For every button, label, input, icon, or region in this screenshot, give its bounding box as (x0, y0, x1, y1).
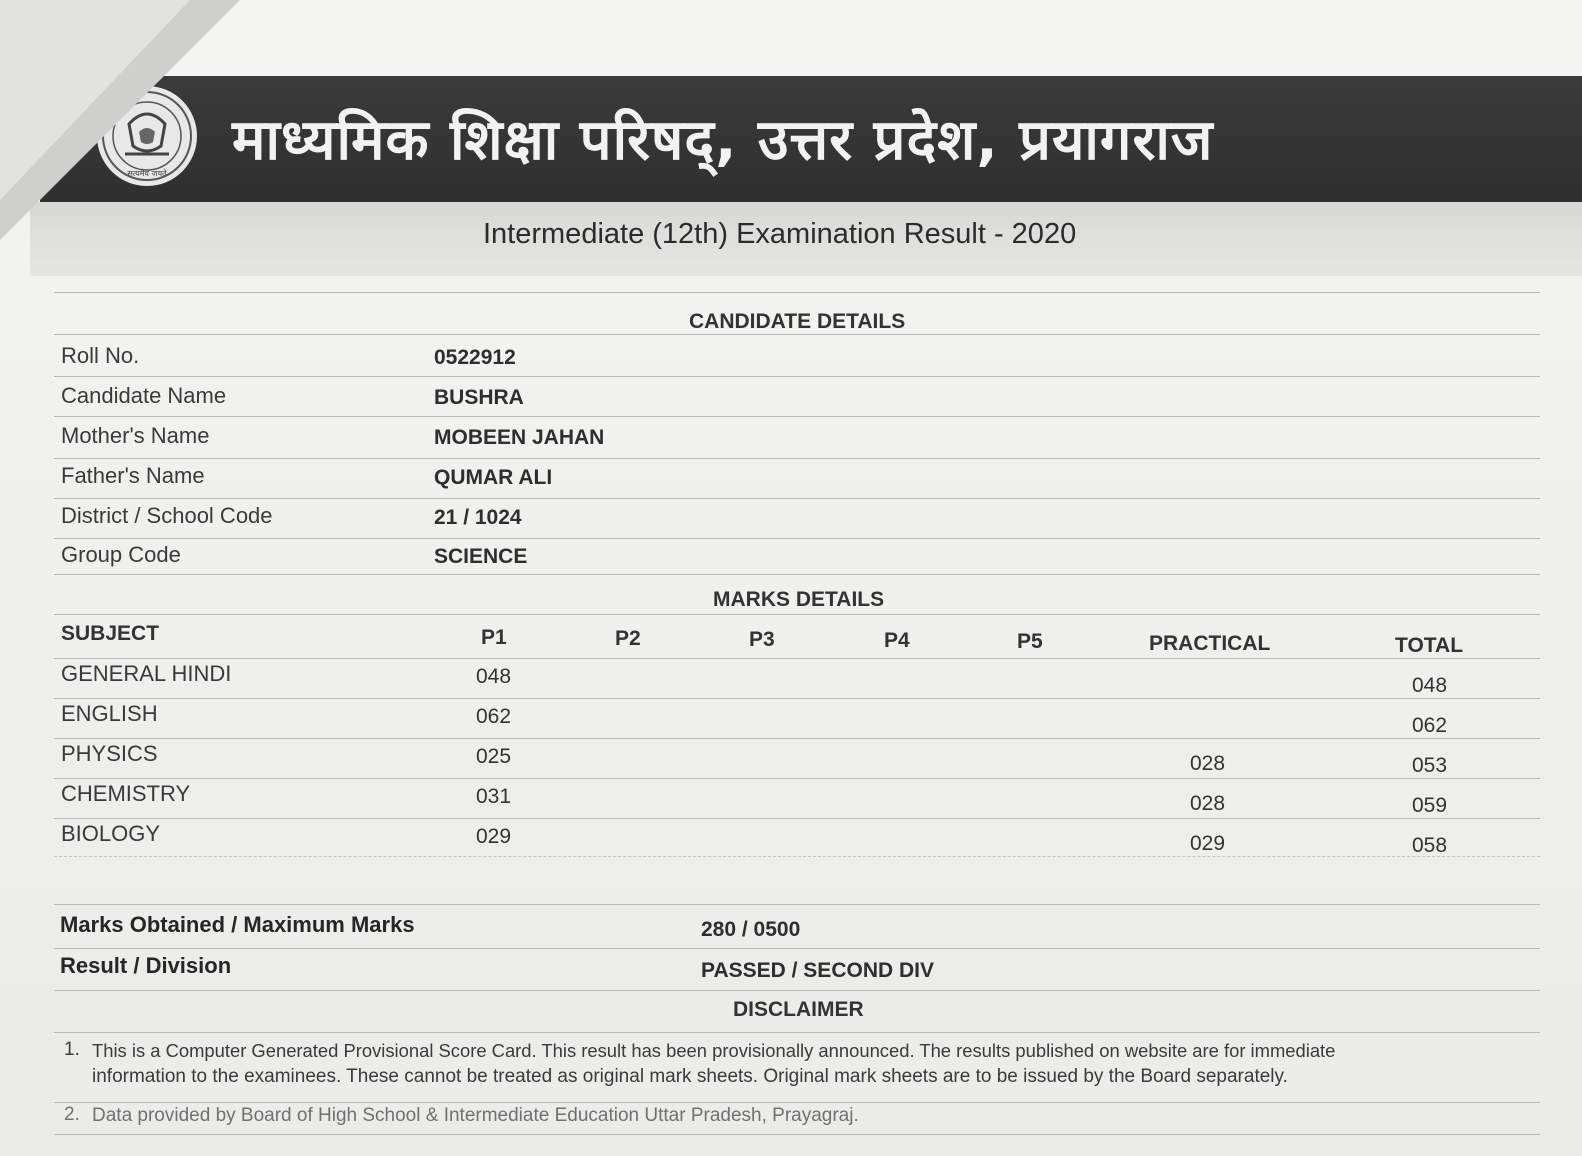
table-row-total: 058 (1412, 834, 1448, 857)
candidate-name-value: BUSHRA (434, 386, 524, 409)
col-p2: P2 (615, 627, 641, 650)
marks-obtained-value: 280 / 0500 (701, 918, 801, 941)
mother-name-value: MOBEEN JAHAN (434, 426, 605, 449)
result-division-value: PASSED / SECOND DIV (701, 959, 934, 982)
disclaimer-item-number: 1. (64, 1039, 80, 1060)
table-row-subject: ENGLISH (61, 701, 158, 726)
board-name-hindi: माध्यमिक शिक्षा परिषद्, उत्तर प्रदेश, प्रयागराज (232, 108, 1214, 173)
result-division-label: Result / Division (60, 953, 232, 978)
table-row-p1: 048 (476, 665, 512, 688)
divider (54, 658, 1540, 659)
divider (54, 416, 1540, 417)
col-total: TOTAL (1395, 634, 1464, 657)
col-subject: SUBJECT (61, 622, 160, 645)
table-row-practical: 028 (1190, 792, 1226, 815)
table-row-subject: GENERAL HINDI (61, 661, 232, 686)
father-name-value: QUMAR ALI (434, 466, 553, 489)
table-row-p1: 031 (476, 785, 512, 808)
marks-obtained-label: Marks Obtained / Maximum Marks (60, 912, 415, 937)
roll-no-label: Roll No. (61, 343, 140, 368)
emblem-motto: सत्यमेव जयते (127, 169, 167, 178)
divider (54, 1102, 1540, 1103)
divider (54, 990, 1540, 991)
divider (54, 538, 1540, 539)
col-p5: P5 (1017, 630, 1043, 653)
divider (54, 614, 1540, 615)
divider (54, 698, 1540, 699)
divider (54, 458, 1540, 459)
col-p3: P3 (749, 628, 775, 651)
roll-no-value: 0522912 (434, 346, 516, 369)
father-name-label: Father's Name (61, 463, 205, 488)
col-practical: PRACTICAL (1149, 632, 1271, 655)
divider (54, 498, 1540, 499)
table-row-subject: PHYSICS (61, 741, 158, 766)
divider (54, 574, 1540, 575)
district-school-value: 21 / 1024 (434, 506, 522, 529)
divider (54, 856, 1540, 857)
table-row-p1: 029 (476, 825, 512, 848)
table-row-total: 059 (1412, 794, 1448, 817)
divider (54, 818, 1540, 819)
table-row-total: 053 (1412, 754, 1448, 777)
divider (54, 292, 1540, 293)
group-code-value: SCIENCE (434, 545, 528, 568)
candidate-name-label: Candidate Name (61, 383, 227, 408)
page-fold-highlight (0, 0, 190, 200)
divider (54, 376, 1540, 377)
disclaimer-item-2-line1: Data provided by Board of High School & Intermediate Education Uttar Pradesh, Prayagraj. (92, 1105, 859, 1126)
group-code-label: Group Code (61, 542, 181, 567)
divider (54, 738, 1540, 739)
disclaimer-heading: DISCLAIMER (733, 998, 864, 1021)
col-p1: P1 (481, 626, 507, 649)
col-p4: P4 (884, 629, 910, 652)
divider (54, 334, 1540, 335)
table-row-p1: 062 (476, 705, 512, 728)
district-school-label: District / School Code (61, 503, 273, 528)
disclaimer-item-1-line1: This is a Computer Generated Provisional Score Card. This result has been provisionally announced. The results published on website are for immediate (92, 1040, 1336, 1061)
table-row-total: 048 (1412, 674, 1448, 697)
disclaimer-item-number: 2. (64, 1104, 80, 1125)
divider (54, 1134, 1540, 1135)
divider (54, 1032, 1540, 1033)
mother-name-label: Mother's Name (61, 423, 210, 448)
table-row-practical: 028 (1190, 752, 1226, 775)
divider (54, 778, 1540, 779)
disclaimer-item-1-line2: information to the examinees. These cannot be treated as original mark sheets. Original mark sheets are to be issued by the Board separately. (92, 1066, 1288, 1087)
marks-details-heading: MARKS DETAILS (713, 588, 885, 611)
table-row-subject: BIOLOGY (61, 821, 161, 846)
table-row-total: 062 (1412, 714, 1448, 737)
divider (54, 904, 1540, 905)
exam-title: Intermediate (12th) Examination Result - 2020 (483, 218, 1077, 250)
table-row-practical: 029 (1190, 832, 1226, 855)
candidate-details-heading: CANDIDATE DETAILS (689, 310, 906, 333)
table-row-p1: 025 (476, 745, 512, 768)
divider (54, 948, 1540, 949)
table-row-subject: CHEMISTRY (61, 781, 191, 806)
